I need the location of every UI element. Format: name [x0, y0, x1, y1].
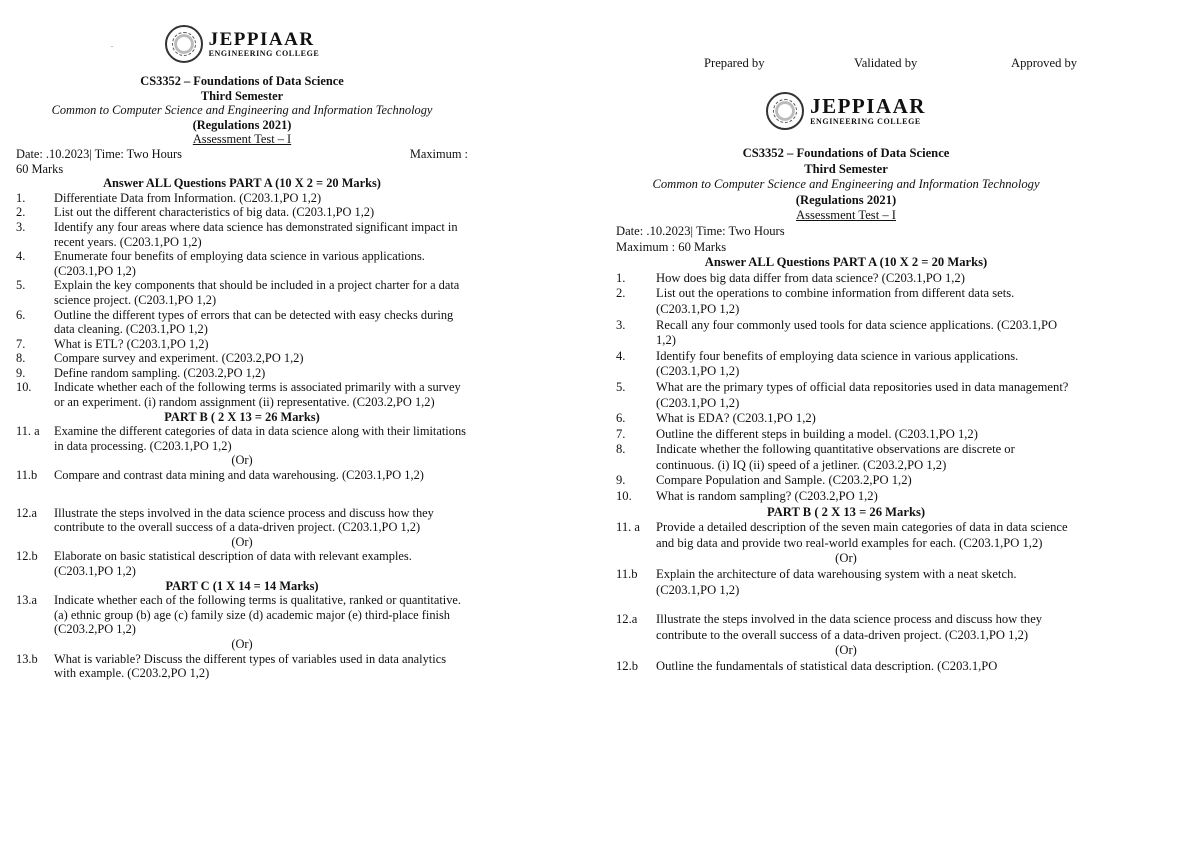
question-number: 1. [616, 270, 626, 285]
question-12b: 12.b Elaborate on basic statistical description of data with relevant examples. (C203.1,PO 1,2) [16, 549, 412, 578]
question-number: 5. [616, 379, 626, 394]
question-text: Indicate whether the following quantitative observations are discrete or continuous. (i) IQ (ii) speed of a jetliner. (C203.2,PO 1,2) [656, 442, 1015, 472]
question-number: 3. [16, 219, 26, 234]
part-a-question [616, 271, 1076, 287]
part-a-list [616, 271, 1076, 505]
test-name: Assessment Test – I [192, 132, 292, 147]
part-a-question [616, 349, 1076, 380]
question-11a: 11. a Provide a detailed description of the seven main categories of data in data science and big data and provide two real-world examples for each. (C203.1,PO 1,2) [616, 520, 1068, 550]
question-number: 10. [16, 380, 32, 395]
question-text: What are the primary types of official data repositories used in data management? (C203.1,PO 1,2) [656, 379, 1069, 410]
question-11a: 11. a Examine the different categories of data in data science along with their limitations in data processing. (C203.1,PO 1,2) [16, 424, 466, 453]
question-11b: 11.b Compare and contrast data mining and data warehousing. (C203.1,PO 1,2) [16, 468, 424, 483]
part-c-heading: PART C (1 X 14 = 14 Marks) [165, 578, 319, 593]
logo-sub: ENGINEERING COLLEGE [810, 116, 921, 126]
or-label: (Or) [835, 551, 857, 566]
question-number: 9. [616, 473, 626, 488]
part-a-question [16, 191, 468, 206]
prepared-by: Prepared by [704, 56, 765, 70]
course-title: CS3352 – Foundations of Data Science [140, 74, 344, 88]
question-number: 6. [16, 307, 26, 322]
question-number: 4. [16, 249, 26, 264]
question-number: 3. [616, 317, 626, 332]
part-a-question [16, 351, 468, 366]
question-text: Enumerate four benefits of employing data science in various applications. (C203.1,PO 1,2) [54, 249, 425, 278]
question-text: Recall any four commonly used tools for data science applications. (C203.1,PO 1,2) [656, 317, 1058, 348]
question-13a: 13.a Indicate whether each of the following terms is qualitative, ranked or quantitative. (a) ethnic group (b) age (c) family size (d) academic major (e) third-place finish (C203.2,PO 1,2) [16, 593, 462, 637]
or-label: (Or) [835, 643, 857, 658]
part-a-question [16, 249, 468, 278]
college-seal-icon [766, 92, 804, 130]
question-text: List out the different characteristics of big data. (C203.1,PO 1,2) [54, 205, 375, 220]
semester: Third Semester [200, 88, 284, 103]
question-12a: 12.a Illustrate the steps involved in the data science process and discuss how they contribute to the overall success of a data-driven project. (C203.1,PO 1,2) [616, 612, 1043, 642]
question-number: 6. [616, 411, 626, 426]
question-number: 7. [16, 336, 26, 351]
part-b-heading: PART B ( 2 X 13 = 26 Marks) [164, 409, 320, 424]
question-text: List out the operations to combine information from different data sets. (C203.1,PO 1,2) [656, 286, 1015, 316]
max-marks: Maximum : 60 Marks [616, 239, 727, 254]
part-a-question [16, 380, 468, 409]
question-13b: 13.b What is variable? Discuss the different types of variables used in data analytics with example. (C203.2,PO 1,2) [16, 651, 447, 681]
question-text: Compare survey and experiment. (C203.2,PO 1,2) [54, 351, 304, 366]
question-text: Differentiate Data from Information. (C203.1,PO 1,2) [54, 190, 322, 205]
logo-name: JEPPIAAR [810, 93, 926, 118]
regulations: (Regulations 2021) [192, 117, 292, 132]
question-number: 1. [16, 190, 26, 205]
question-number: 8. [16, 351, 26, 366]
question-text: Outline the different steps in building a model. (C203.1,PO 1,2) [656, 426, 978, 441]
or-label: (Or) [231, 534, 253, 549]
college-logo [616, 90, 1076, 132]
college-seal-icon [165, 25, 203, 63]
part-a-question [616, 473, 1076, 489]
approved-by: Approved by [1011, 56, 1078, 70]
date-time: Date: .10.2023| Time: Two Hours [16, 146, 182, 161]
part-a-question [16, 205, 468, 220]
part-a-question [616, 427, 1076, 443]
part-b-heading: PART B ( 2 X 13 = 26 Marks) [766, 504, 926, 519]
question-text: What is ETL? (C203.1,PO 1,2) [54, 336, 209, 351]
part-a-list [16, 191, 468, 410]
question-11b: 11.b Explain the architecture of data warehousing system with a neat sketch. (C203.1,PO 1,2) [616, 567, 1017, 597]
course-title: CS3352 – Foundations of Data Science [742, 146, 950, 160]
college-logo [16, 0, 468, 64]
part-a-question [616, 318, 1076, 349]
part-a-question [616, 411, 1076, 427]
semester: Third Semester [804, 161, 888, 176]
validated-by: Validated by [854, 56, 918, 70]
or-label: (Or) [231, 453, 253, 468]
logo-name: JEPPIAAR [208, 28, 315, 50]
max-marks: 60 Marks [16, 161, 64, 176]
question-number: 8. [616, 442, 626, 457]
test-name: Assessment Test – I [796, 208, 896, 223]
part-a-question [16, 220, 468, 249]
question-text: Identify any four areas where data science has demonstrated significant impact in recent years. (C203.1,PO 1,2) [54, 219, 458, 249]
question-number: 2. [616, 286, 626, 301]
question-12a: 12.a Illustrate the steps involved in the data science process and discuss how they contribute to the overall success of a data-driven project. (C203.1,PO 1,2) [16, 505, 434, 535]
common-to: Common to Computer Science and Engineering and Information Technology [51, 103, 433, 118]
part-a-question [616, 489, 1076, 505]
left-question-paper [16, 0, 468, 681]
logo-sub: ENGINEERING COLLEGE [208, 48, 320, 58]
part-a-question [616, 442, 1076, 473]
part-a-question [16, 278, 468, 307]
question-number: 2. [16, 205, 26, 220]
question-number: 10. [616, 489, 632, 504]
common-to: Common to Computer Science and Engineering and Information Technology [652, 177, 1040, 192]
question-text: Define random sampling. (C203.2,PO 1,2) [54, 365, 266, 380]
part-a-heading: Answer ALL Questions PART A (10 X 2 = 20 Marks) [103, 176, 381, 191]
question-text: What is EDA? (C203.1,PO 1,2) [656, 411, 816, 426]
part-a-question [16, 366, 468, 381]
date-time: Date: .10.2023| Time: Two Hours [616, 223, 785, 238]
question-text: Outline the different types of errors that can be detected with easy checks during data cleaning. (C203.1,PO 1,2) [54, 307, 454, 337]
or-label: (Or) [231, 636, 253, 651]
question-12b: 12.b Outline the fundamentals of statistical data description. (C203.1,PO [616, 659, 998, 673]
question-text: Identify four benefits of employing data science in various applications. (C203.1,PO 1,2) [656, 348, 1019, 379]
part-a-question [616, 380, 1076, 411]
question-number: 9. [16, 365, 26, 380]
date-row [16, 147, 468, 162]
question-text: Indicate whether each of the following terms is associated primarily with a survey or an experiment. (i) random assignment (ii) representative. (C203.2,PO 1,2) [54, 380, 461, 410]
question-text: What is random sampling? (C203.2,PO 1,2) [656, 489, 878, 504]
maximum-label: Maximum : [409, 146, 468, 161]
regulations: (Regulations 2021) [795, 192, 897, 207]
question-number: 4. [616, 348, 626, 363]
question-number: 5. [16, 278, 26, 293]
stray-dot: . [111, 40, 113, 49]
part-a-question [616, 286, 1076, 317]
part-a-question [16, 308, 468, 337]
signature-line [704, 56, 1104, 71]
part-a-question [16, 337, 468, 352]
question-number: 7. [616, 426, 626, 441]
right-question-paper [616, 80, 1076, 675]
question-text: Explain the key components that should be included in a project charter for a data science project. (C203.1,PO 1,2) [54, 278, 460, 307]
question-text: Compare Population and Sample. (C203.2,PO 1,2) [656, 473, 912, 488]
part-a-heading: Answer ALL Questions PART A (10 X 2 = 20 Marks) [704, 255, 988, 270]
question-text: How does big data differ from data science? (C203.1,PO 1,2) [656, 270, 965, 285]
